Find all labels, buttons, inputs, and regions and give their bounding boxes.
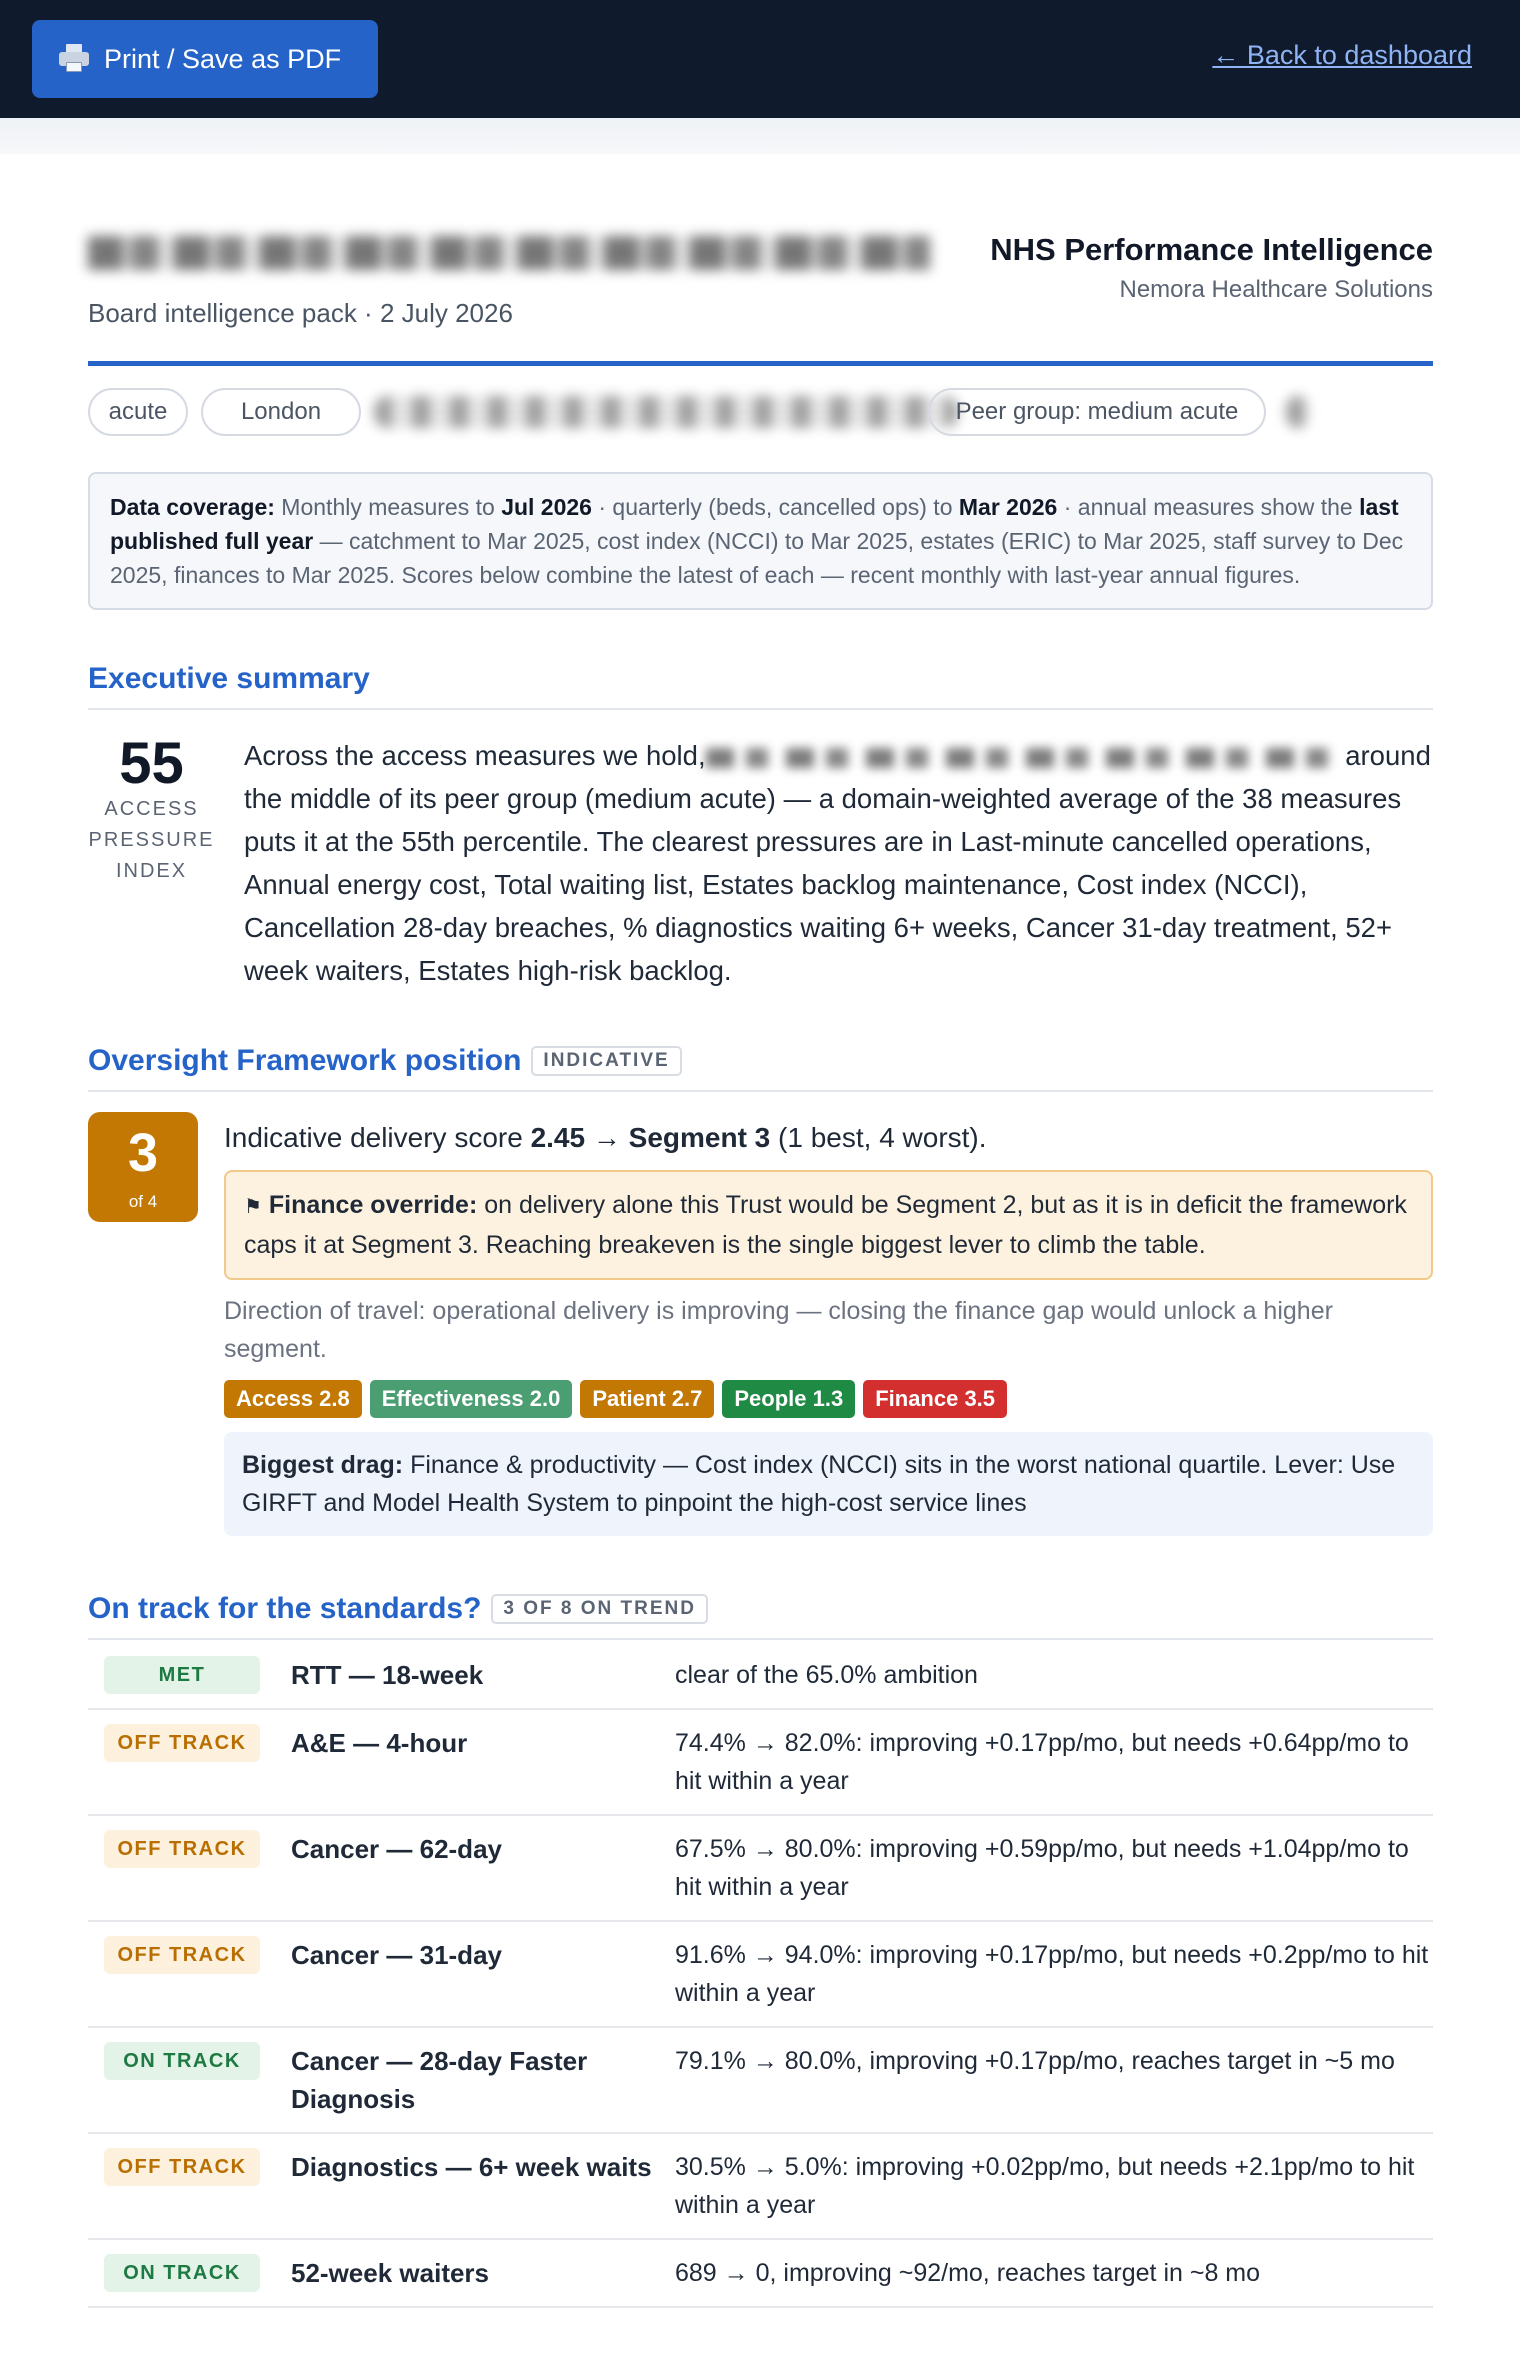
standard-detail: 689 → 0, improving ~92/mo, reaches target in ~8 mo bbox=[675, 2259, 1261, 2287]
status-badge: OFF TRACK bbox=[104, 1936, 260, 1974]
badge-finance: Finance 3.5 bbox=[863, 1380, 1007, 1418]
standard-name: RTT — 18-week bbox=[291, 1660, 484, 1690]
status-badge: OFF TRACK bbox=[104, 1724, 260, 1762]
data-coverage-note: Data coverage: Monthly measures to Jul 2026 · quarterly (beds, cancelled ops) to Mar 2026 · annual measures show the last published full year — catchment to Mar 2025, cost index (NCCI) to Mar 2025, estates (ERIC) to Mar 2025, staff survey to Dec 2025, finances to Mar 2025. Scores below combine the latest of each — recent monthly with last-year annual figures. bbox=[88, 472, 1433, 610]
back-to-dashboard-link[interactable]: ← Back to dashboard bbox=[1212, 40, 1472, 70]
table-row bbox=[88, 1816, 1433, 1922]
indicative-tag: INDICATIVE bbox=[531, 1046, 681, 1076]
table-row bbox=[88, 1922, 1433, 2028]
status-badge: OFF TRACK bbox=[104, 2148, 260, 2186]
direction-of-travel: Direction of travel: operational delivery is improving — closing the finance gap would unlock a higher segment. bbox=[224, 1297, 1333, 1363]
standard-name: Cancer — 31-day bbox=[291, 1940, 502, 1970]
standard-name: A&E — 4-hour bbox=[291, 1728, 468, 1758]
table-row bbox=[88, 1642, 1433, 1710]
status-badge: OFF TRACK bbox=[104, 1830, 260, 1868]
finance-override-callout: ⚑ Finance override: on delivery alone this Trust would be Segment 2, but as it is in deficit the framework caps it at Segment 3. Reaching breakeven is the single biggest lever to climb the table. bbox=[224, 1170, 1433, 1280]
trust-tags bbox=[88, 388, 1433, 438]
standard-detail: 79.1% → 80.0%, improving +0.17pp/mo, reaches target in ~5 mo bbox=[675, 2047, 1395, 2075]
section-title-standards: On track for the standards? bbox=[88, 1592, 482, 1625]
section-title-executive-summary: Executive summary bbox=[88, 662, 370, 695]
standard-detail: clear of the 65.0% ambition bbox=[675, 1661, 978, 1689]
chip-peer-group: Peer group: medium acute bbox=[928, 388, 1266, 436]
print-button[interactable] bbox=[32, 20, 378, 98]
on-trend-tag: 3 OF 8 ON TREND bbox=[491, 1594, 708, 1624]
standard-detail: 30.5% → 5.0%: improving +0.02pp/mo, but needs +2.1pp/mo to hit within a year bbox=[675, 2153, 1415, 2219]
redacted-text bbox=[706, 748, 1338, 768]
badge-effectiveness: Effectiveness 2.0 bbox=[370, 1380, 573, 1418]
brand-company: Nemora Healthcare Solutions bbox=[1119, 276, 1433, 303]
executive-summary bbox=[88, 662, 1433, 992]
standard-name: 52-week waiters bbox=[291, 2258, 490, 2288]
oversight-framework bbox=[88, 1044, 1433, 1536]
standard-name: Diagnostics — 6+ week waits bbox=[291, 2152, 652, 2182]
index-value: 55 bbox=[119, 731, 184, 796]
redacted-trust-name bbox=[88, 236, 930, 270]
standard-name: Cancer — 62-day bbox=[291, 1834, 502, 1864]
printer-icon bbox=[58, 44, 90, 74]
chip-type: acute bbox=[88, 388, 188, 436]
access-pressure-index: 55 ACCESS PRESSURE INDEX bbox=[88, 731, 215, 882]
print-button-label: Print / Save as PDF bbox=[104, 43, 342, 74]
domain-scores bbox=[224, 1380, 1433, 1418]
flag-icon: ⚑ bbox=[244, 1196, 262, 1218]
standard-detail: 91.6% → 94.0%: improving +0.17pp/mo, but needs +0.2pp/mo to hit within a year bbox=[675, 1941, 1429, 2007]
segment-badge: 3 of 4 bbox=[88, 1112, 198, 1222]
status-badge: ON TRACK bbox=[104, 2042, 260, 2080]
status-badge: ON TRACK bbox=[104, 2254, 260, 2292]
standard-detail: 74.4% → 82.0%: improving +0.17pp/mo, but needs +0.64pp/mo to hit within a year bbox=[675, 1729, 1409, 1795]
standard-detail: 67.5% → 80.0%: improving +0.59pp/mo, but needs +1.04pp/mo to hit within a year bbox=[675, 1835, 1409, 1901]
badge-access: Access 2.8 bbox=[224, 1380, 362, 1418]
chip-region: London bbox=[201, 388, 361, 436]
table-row bbox=[88, 2028, 1433, 2134]
header-divider bbox=[0, 118, 1520, 154]
badge-people: People 1.3 bbox=[722, 1380, 855, 1418]
table-row bbox=[88, 2240, 1433, 2308]
standards-tracker bbox=[88, 1592, 1433, 2308]
summary-text: Across the access measures we hold, around the middle of its peer group (medium acute) — a domain-weighted average of the 38 measures puts it at the 55th percentile. The clearest pressures are in Last-minute cancelled operations, Annual energy cost, Total waiting list, Estates backlog maintenance, Cost index (NCCI), Cancellation 28-day breaches, % diagnostics waiting 6+ weeks, Cancer 31-day treatment, 52+ week waiters, Estates high-risk backlog. bbox=[244, 740, 1431, 986]
redacted-chip-small bbox=[1286, 396, 1310, 428]
table-row bbox=[88, 1710, 1433, 1816]
top-bar bbox=[0, 0, 1520, 118]
brand-name: NHS Performance Intelligence bbox=[990, 232, 1433, 267]
section-title-oversight: Oversight Framework position bbox=[88, 1044, 522, 1077]
report-header bbox=[88, 154, 1433, 366]
badge-patient: Patient 2.7 bbox=[580, 1380, 714, 1418]
pack-subtitle: Board intelligence pack · 2 July 2026 bbox=[88, 298, 513, 328]
status-badge: MET bbox=[104, 1656, 260, 1694]
standards-table bbox=[88, 1642, 1433, 2308]
standard-name: Cancer — 28-day Faster Diagnosis bbox=[291, 2046, 588, 2114]
table-row bbox=[88, 2134, 1433, 2240]
delivery-score-line: Indicative delivery score 2.45 → Segment 3 (1 best, 4 worst). bbox=[224, 1122, 987, 1153]
redacted-chip bbox=[374, 396, 958, 428]
report-content bbox=[88, 154, 1433, 2308]
biggest-drag-callout: Biggest drag: Finance & productivity — Cost index (NCCI) sits in the worst national quartile. Lever: Use GIRFT and Model Health System to pinpoint the high-cost service lines bbox=[224, 1432, 1433, 1536]
